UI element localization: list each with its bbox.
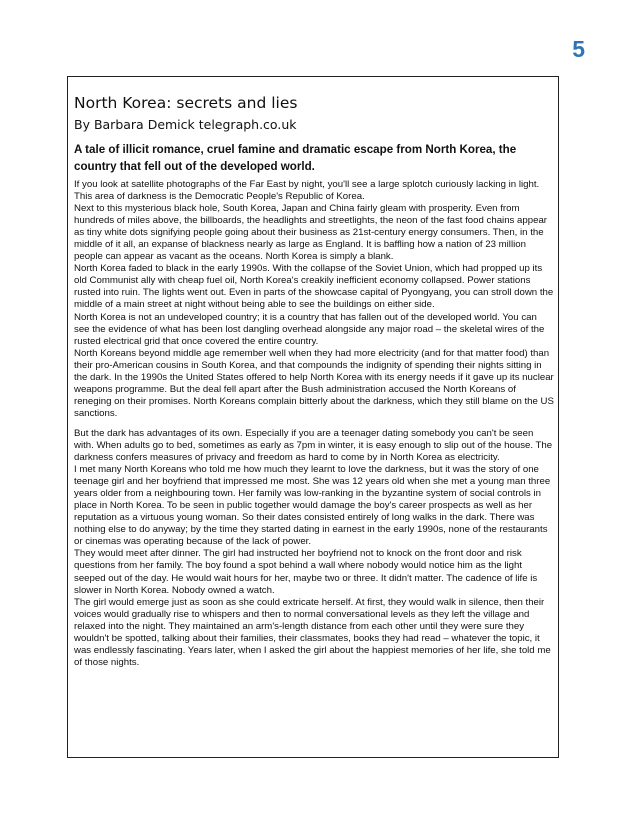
body-paragraph: They would meet after dinner. The girl had instructed her boyfriend not to knock on the front door and risk questions from her family. The boy found a spot behind a wall where nobody would notice him as the light seeped out of the day. He would wait hours for her, maybe two or three. It didn't matter. The cadence of life is slower in North Korea. Nobody owned a watch. bbox=[74, 548, 538, 596]
body-paragraph: North Korea is not an undeveloped country; it is a country that has fallen out of the developed world. You can see the evidence of what has been lost dangling overhead alongside any major road – the skeletal wires of the rusted electrical grid that once covered the entire country. bbox=[74, 311, 545, 347]
body-paragraph: North Koreans beyond middle age remember well when they had more electricity (and for that matter food) than their pro-American cousins in South Korea, and that compounds the indignity of spending their nights sitting in the dark. In the 1990s the United States offered to help North Korea with its energy needs if it gave up its nuclear weapons programme. But the deal fell apart after the Bush administration accused the North Koreans of reneging on their promises. North Koreans complain bitterly about the darkness, which they still blame on the US sanctions. bbox=[74, 347, 554, 419]
article-title: North Korea: secrets and lies bbox=[74, 94, 298, 112]
article-box bbox=[67, 76, 559, 758]
body-paragraph: But the dark has advantages of its own. Especially if you are a teenager dating somebody you can't be seen with. When adults go to bed, sometimes as early as 7pm in winter, it is easy enough to slip out of the house. The darkness confers measures of privacy and freedom as hard to come by in North Korea as electricity. bbox=[74, 427, 553, 464]
article-byline: By Barbara Demick telegraph.co.uk bbox=[74, 117, 297, 132]
body-paragraph: North Korea faded to black in the early 1990s. With the collapse of the Soviet Union, which had propped up its old Communist ally with cheap fuel oil, North Korea's creakily inefficient economy collapsed. Power stations rusted into ruin. The lights went out. Even in parts of the showcase capital of Pyongyang, you can stroll down the middle of a main street at night without being able to see the buildings on either side. bbox=[74, 263, 554, 311]
body-paragraph: The girl would emerge just as soon as she could extricate herself. At first, they would walk in silence, then their voices would gradually rise to whispers and then to normal conversational levels as they left the village and relaxed into the night. They maintained an arm's-length distance from each other until they were sure they wouldn't be spotted, talking about their families, their classmates, books they had read – whatever the topic, it was endlessly fascinating. Years later, when I asked the girl about the happiest memories of her life, she told me of those nights. bbox=[74, 596, 551, 668]
body-paragraph: If you look at satellite photographs of the Far East by night, you'll see a large splotch curiously lacking in light. This area of darkness is the Democratic People's Republic of Korea. bbox=[74, 179, 540, 203]
page-number: 5 bbox=[572, 36, 585, 62]
article-standfirst: A tale of illicit romance, cruel famine and dramatic escape from North Korea, the country that fell out of the developed world. bbox=[74, 143, 517, 173]
body-paragraph: Next to this mysterious black hole, South Korea, Japan and China fairly gleam with prosperity. Even from hundreds of miles above, the billboards, the headlights and streetlights, the neon of the fast food chains appear as tiny white dots signifying people going about their business as 21st-century energy consumers. Then, in the middle of it all, an expanse of blackness nearly as large as England. It is baffling how a nation of 23 million people can appear as vacant as the oceans. North Korea is simply a blank. bbox=[74, 203, 548, 263]
body-paragraph: I met many North Koreans who told me how much they learnt to love the darkness, but it was the story of one teenage girl and her boyfriend that impressed me most. She was 12 years old when she met a young man three years older from a neighbouring town. Her family was low-ranking in the byzantine system of social controls in place in North Korea. To be seen in public together would damage the boy's career prospects as well as her reputation as a virtuous young woman. So their dates consisted entirely of long walks in the dark. There was nothing else to do anyway; by the time they started dating in earnest in the early 1990s, none of the restaurants or cinemas was operating because of the lack of power. bbox=[74, 464, 551, 548]
article-body bbox=[74, 179, 554, 669]
